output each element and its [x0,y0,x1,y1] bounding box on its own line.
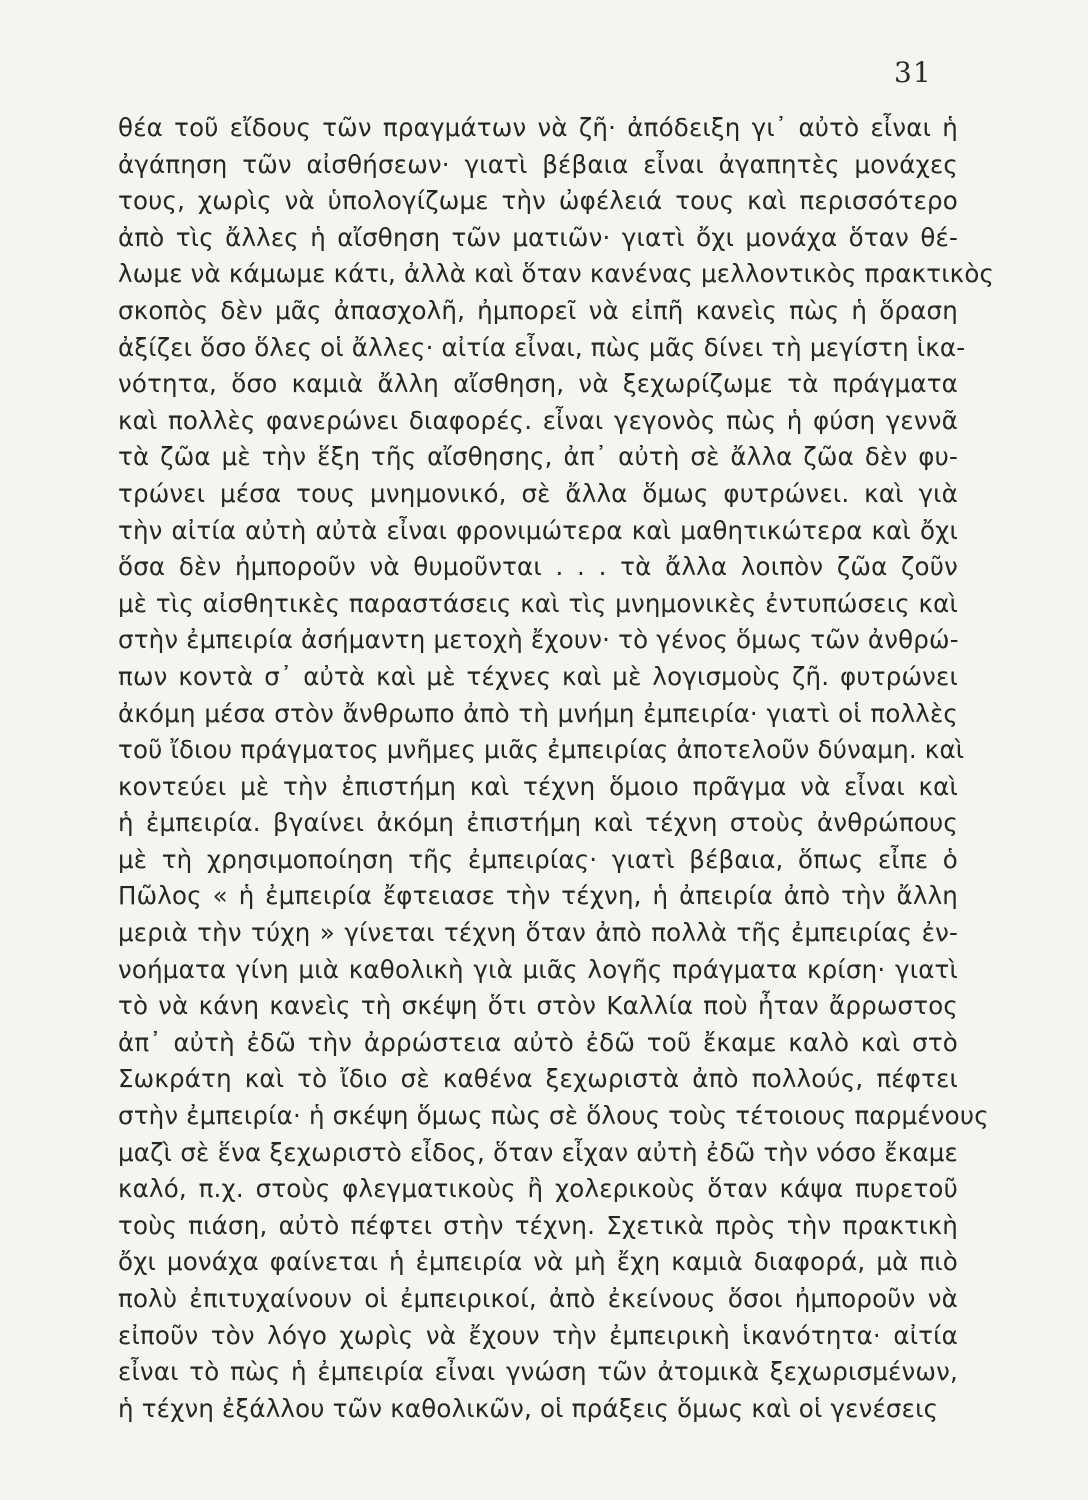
text-line: ὄχι μονάχα φαίνεται ἡ ἐμπειρία νὰ μὴ ἔχη καμιὰ διαφορά, μὰ πιὸ [118,1247,958,1277]
text-line: Πῶλος « ἡ ἐμπειρία ἔφτειασε τὴν τέχνη, ἡ ἀπειρία ἀπὸ τὴν ἄλλη [118,881,958,911]
text-line: νοήματα γίνη μιὰ καθολικὴ γιὰ μιᾶς λογῆς πράγματα κρίση· γιατὶ [118,954,958,984]
text-line: ἀπὸ τὶς ἄλλες ἡ αἴσθηση τῶν ματιῶν· γιατὶ ὄχι μονάχα ὅταν θέ- [118,222,958,252]
text-line: εἰποῦν τὸν λόγο χωρὶς νὰ ἔχουν τὴν ἐμπειρικὴ ἱκανότητα· αἰτία [118,1320,958,1350]
text-line: τοὺς πιάση, αὐτὸ πέφτει στὴν τέχνη. Σχετικὰ πρὸς τὴν πρακτικὴ [118,1210,958,1240]
text-line: θέα τοῦ εἴδους τῶν πραγμάτων νὰ ζῆ· ἀπόδειξη γι᾿ αὐτὸ εἶναι ἡ [118,113,958,142]
text-line: τὴν αἰτία αὐτὴ αὐτὰ εἶναι φρονιμώτερα καὶ μαθητικώτερα καὶ ὄχι [118,515,958,545]
text-line: ὅσα δὲν ἠμποροῦν νὰ θυμοῦνται . . . τὰ ἄλλα λοιπὸν ζῶα ζοῦν [118,552,958,582]
text-line: καὶ πολλὲς φανερώνει διαφορές. εἶναι γεγονὸς πὼς ἡ φύση γεννᾶ [118,405,958,435]
text-line: λωμε νὰ κάμωμε κάτι, ἀλλὰ καὶ ὅταν κανένας μελλοντικὸς πρακτικὸς [118,259,995,289]
text-line: κοντεύει μὲ τὴν ἐπιστήμη καὶ τέχνη ὅμοιο πρᾶγμα νὰ εἶναι καὶ [118,771,958,801]
page-number: 31 [894,56,932,89]
text-line: τους, χωρὶς νὰ ὑπολογίζωμε τὴν ὠφέλειά τους καὶ περισσότερο [118,186,958,216]
text-line: στὴν ἐμπειρία ἀσήμαντη μετοχὴ ἔχουν· τὸ γένος ὅμως τῶν ἀνθρώ- [118,625,959,655]
text-line: τὰ ζῶα μὲ τὴν ἕξη τῆς αἴσθησης, ἀπ᾿ αὐτὴ σὲ ἄλλα ζῶα δὲν φυ- [118,442,958,472]
text-line: ἀπ᾿ αὐτὴ ἐδῶ τὴν ἀρρώστεια αὐτὸ ἐδῶ τοῦ ἔκαμε καλὸ καὶ στὸ [118,1027,958,1057]
text-line: μαζὶ σὲ ἕνα ξεχωριστὸ εἶδος, ὅταν εἶχαν αὐτὴ ἐδῶ τὴν νόσο ἔκαμε [118,1137,958,1167]
text-line: ἀξίζει ὅσο ὅλες οἱ ἄλλες· αἰτία εἶναι, πὼς μᾶς δίνει τὴ μεγίστη ἱκα- [118,332,966,362]
text-line: Σωκράτη καὶ τὸ ἴδιο σὲ καθένα ξεχωριστὰ ἀπὸ πολλούς, πέφτει [118,1064,958,1094]
text-line: νότητα, ὅσο καμιὰ ἄλλη αἴσθηση, νὰ ξεχωρίζωμε τὰ πράγματα [118,369,958,399]
text-line: ἀγάπηση τῶν αἰσθήσεων· γιατὶ βέβαια εἶναι ἀγαπητὲς μονάχες [118,149,958,179]
text-line: ἡ τέχνη ἐξάλλου τῶν καθολικῶν, οἱ πράξεις ὅμως καὶ οἱ γενέσεις [118,1393,939,1423]
body-text [118,110,995,1427]
text-line: σκοπὸς δὲν μᾶς ἀπασχολῆ, ἠμπορεῖ νὰ εἰπῆ κανεὶς πὼς ἡ ὅραση [118,295,958,325]
text-line: μὲ τὴ χρησιμοποίηση τῆς ἐμπειρίας· γιατὶ βέβαια, ὅπως εἶπε ὁ [118,844,958,874]
text-line: πων κοντὰ σ᾿ αὐτὰ καὶ μὲ τέχνες καὶ μὲ λογισμοὺς ζῆ. φυτρώνει [118,661,958,691]
text-line: τὸ νὰ κάνη κανεὶς τὴ σκέψη ὅτι στὸν Καλλία ποὺ ἦταν ἄρρωστος [118,991,958,1021]
text-line: ἡ ἐμπειρία. βγαίνει ἀκόμη ἐπιστήμη καὶ τέχνη στοὺς ἀνθρώπους [118,808,958,838]
text-line: εἶναι τὸ πὼς ἡ ἐμπειρία εἶναι γνώση τῶν ἀτομικὰ ξεχωρισμένων, [118,1357,958,1387]
text-line: ἀκόμη μέσα στὸν ἄνθρωπο ἀπὸ τὴ μνήμη ἐμπειρία· γιατὶ οἱ πολλὲς [118,698,958,728]
text-line: πολὺ ἐπιτυχαίνουν οἱ ἐμπειρικοί, ἀπὸ ἐκείνους ὅσοι ἠμποροῦν νὰ [118,1284,958,1313]
text-line: στὴν ἐμπειρία· ἡ σκέψη ὅμως πὼς σὲ ὅλους τοὺς τέτοιους παρμένους [118,1101,989,1131]
text-line: τοῦ ἴδιου πράγματος μνῆμες μιᾶς ἐμπειρίας ἀποτελοῦν δύναμη. καὶ [118,735,965,765]
text-line: μὲ τὶς αἰσθητικὲς παραστάσεις καὶ τὶς μνημονικὲς ἐντυπώσεις καὶ [118,588,958,618]
text-line: καλό, π.χ. στοὺς φλεγματικοὺς ἢ χολερικοὺς ὅταν κάψα πυρετοῦ [118,1174,958,1204]
text-line: τρώνει μέσα τους μνημονικό, σὲ ἄλλα ὅμως φυτρώνει. καὶ γιὰ [118,478,958,508]
text-line: μεριὰ τὴν τύχη » γίνεται τέχνη ὅταν ἀπὸ πολλὰ τῆς ἐμπειρίας ἐν- [118,918,958,948]
